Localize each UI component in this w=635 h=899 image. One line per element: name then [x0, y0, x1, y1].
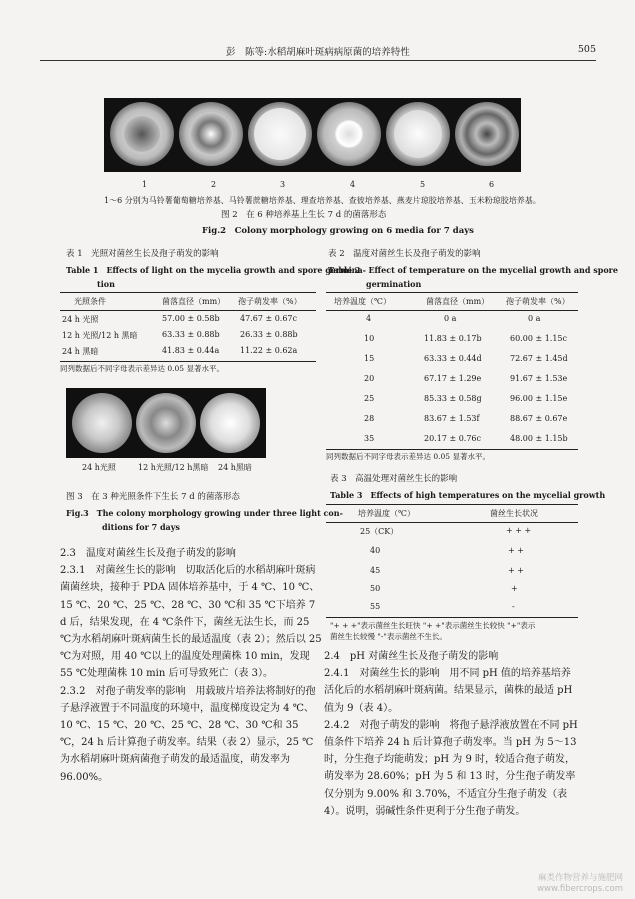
figure-2-image [104, 98, 521, 172]
figure-3-title-cn: 图 3 在 3 种光照条件下生长 7 d 的菌落形态 [66, 492, 240, 502]
plate-label: 5 [420, 180, 426, 189]
table-1-cell: 24 h 黑暗 [62, 347, 99, 356]
plate-3 [248, 102, 312, 166]
section-2-3-heading: 2.3 温度对菌丝生长及孢子萌发的影响 [60, 548, 236, 559]
plate-dark-24h [200, 393, 260, 453]
table-3-mid-rule [326, 522, 578, 523]
table-2-cell: 20.17 ± 0.76c [424, 434, 481, 443]
table-1-cell: 47.67 ± 0.67c [240, 314, 297, 323]
plate-light-24h [72, 393, 132, 453]
plate-label: 1 [142, 180, 148, 189]
plate-2 [179, 102, 243, 166]
table-3-cell: + + [508, 546, 524, 555]
table-3-bottom-rule [326, 617, 578, 618]
table-1-cell: 41.83 ± 0.44a [162, 346, 220, 355]
table-3-cell: 40 [370, 546, 381, 555]
section-2-4-heading: 2.4 pH 对菌丝生长及孢子萌发的影响 [324, 651, 499, 662]
table-2-cell: 91.67 ± 1.53e [510, 374, 568, 383]
right-column-text [324, 648, 580, 820]
table-3-cell: 25（CK） [360, 527, 399, 536]
table-2-cell: 72.67 ± 1.45d [510, 354, 568, 363]
table-2-cell: 4 [366, 314, 372, 323]
figure-2-title-en: Fig.2 Colony morphology growing on 6 media for 7 days [202, 226, 474, 236]
plate-label: 6 [489, 180, 495, 189]
table-2-bottom-rule [326, 449, 578, 450]
fig-3-label: 24 h光照 [82, 463, 116, 472]
figure-3-title-en-cont: ditions for 7 days [102, 522, 180, 532]
paragraph-2-3-2: 2.3.2 对孢子萌发率的影响 用载玻片培养法将制好的孢子悬浮液置于不同温度的环境中，温度梯度设定为 4 ℃、10 ℃、15 ℃、20 ℃、25 ℃、28 ℃、30 ℃和 35 ℃，24 h 后计算孢子萌发率。结果（表 2）显示，25 ℃为水稻胡麻叶斑病菌孢子萌发的最适温度，萌发率为 96.00%。 [60, 685, 316, 783]
table-1-header: 孢子萌发率（%） [238, 297, 302, 306]
table-2-cell: 0 a [528, 314, 541, 323]
plate-label: 3 [280, 180, 286, 189]
table-2-top-rule [326, 292, 578, 293]
paragraph-2-4-1: 2.4.1 对菌丝生长的影响 用不同 pH 值的培养基培养活化后的水稻胡麻叶斑病菌。结果显示，菌株的最适 pH 值为 9（表 4）。 [324, 668, 573, 714]
table-3-cell: 50 [370, 584, 381, 593]
table-3-cell: - [512, 602, 515, 611]
table-1-mid-rule [60, 310, 316, 311]
plate-4 [317, 102, 381, 166]
fig-3-label: 12 h光照/12 h黑暗 [138, 463, 209, 472]
table-2-header: 孢子萌发率（%） [506, 297, 570, 306]
table-1-title-en: Table 1 Effects of light on the mycelia growth and spore germina- [66, 265, 366, 275]
table-2-cell: 67.17 ± 1.29e [424, 374, 482, 383]
paragraph-2-3-1: 2.3.1 对菌丝生长的影响 切取活化后的水稻胡麻叶斑病菌菌丝块，接种于 PDA 固体培养基中，于 4 ℃、10 ℃、15 ℃、20 ℃、25 ℃、28 ℃、30 ℃和 35 ℃下培养 7 d 后，结果发现，在 4 ℃条件下，菌丝无法生长，而 25 ℃为水稻胡麻叶斑病菌生长的最适温度（表 2）；然后以 25 ℃为对照，用 40 ℃以上的温度处理菌株 10 min，发现 55 ℃处理菌株 10 min 后可导致死亡（表 3）。 [60, 565, 322, 680]
table-1-cell: 57.00 ± 0.58b [162, 314, 220, 323]
table-1-header: 光照条件 [74, 297, 106, 306]
table-1-cell: 63.33 ± 0.88b [162, 330, 220, 339]
table-2-cell: 25 [364, 394, 375, 403]
running-title: 彭 陈等:水稻胡麻叶斑病病原菌的培养特性 [226, 47, 410, 58]
table-3-cell: 45 [370, 566, 381, 575]
paragraph-2-4-2: 2.4.2 对孢子萌发的影响 将孢子悬浮液放置在不同 pH 值条件下培养 24 h 后计算孢子萌发率。当 pH 为 5～13 时，分生孢子均能萌发；pH 为 9 时，较适合孢子萌发，萌发率为 28.60%；pH 为 5 和 13 时，分生孢子萌发率仅分别为 9.00% 和 3.70%，不适宜分生孢子萌发（表 4）。说明，弱碱性条件更利于分生孢子萌发。 [324, 719, 578, 817]
table-1-header: 菌落直径（mm） [162, 297, 226, 306]
page-header [40, 44, 596, 60]
table-3-top-rule [326, 504, 578, 505]
table-1-top-rule [60, 292, 316, 293]
header-rule [40, 60, 596, 61]
plate-1 [110, 102, 174, 166]
table-2-cell: 88.67 ± 0.67e [510, 414, 568, 423]
table-1-title-cn: 表 1 光照对菌丝生长及孢子萌发的影响 [66, 249, 219, 259]
table-1-cell: 12 h 光照/12 h 黑暗 [62, 331, 138, 340]
table-2-cell: 85.33 ± 0.58g [424, 394, 482, 403]
table-2-cell: 48.00 ± 1.15b [510, 434, 568, 443]
table-2-cell: 20 [364, 374, 375, 383]
table-2-cell: 63.33 ± 0.44d [424, 354, 482, 363]
table-1-title-en-cont: tion [97, 279, 115, 289]
table-1-note: 同列数据后不同字母表示差异达 0.05 显著水平。 [60, 364, 224, 373]
table-2-cell: 96.00 ± 1.15e [510, 394, 568, 403]
table-3-cell: + [511, 584, 518, 593]
table-3-cell: + + [508, 566, 524, 575]
table-1-cell: 26.33 ± 0.88b [240, 330, 298, 339]
table-2-mid-rule [326, 310, 578, 311]
plate-6 [455, 102, 519, 166]
table-1-cell: 24 h 光照 [62, 315, 99, 324]
plate-light-12h [136, 393, 196, 453]
table-2-cell: 10 [364, 334, 375, 343]
plate-label: 2 [211, 180, 217, 189]
left-column-text [60, 545, 322, 786]
page-number: 505 [577, 44, 596, 55]
watermark-line-1: 麻类作物营养与施肥网 [537, 873, 623, 883]
fig-3-label: 24 h黑暗 [218, 463, 252, 472]
table-2-note: 同列数据后不同字母表示差异达 0.05 显著水平。 [326, 452, 490, 461]
table-3-cell: 55 [370, 602, 381, 611]
plate-label: 4 [350, 180, 356, 189]
site-watermark [537, 873, 623, 895]
table-2-cell: 35 [364, 434, 375, 443]
plate-5 [386, 102, 450, 166]
figure-2-legend: 1～6 分别为马铃薯葡萄糖培养基、马铃薯蔗糖培养基、理查培养基、查彼培养基、燕麦片琼胶培养基、玉米粉琼胶培养基。 [104, 196, 541, 205]
table-3-note-cont: 菌丝生长较慢 "-"表示菌丝不生长。 [330, 632, 447, 641]
table-3-cell: + + + [506, 526, 532, 535]
table-2-header: 培养温度（℃） [334, 297, 391, 306]
table-2-cell: 28 [364, 414, 375, 423]
table-2-cell: 60.00 ± 1.15c [510, 334, 567, 343]
table-2-title-en-cont: germination [366, 279, 422, 289]
figure-3-title-en: Fig.3 The colony morphology growing under three light con- [66, 508, 343, 518]
table-2-cell: 11.83 ± 0.17b [424, 334, 482, 343]
table-1-cell: 11.22 ± 0.62a [240, 346, 298, 355]
table-3-header: 培养温度（℃） [358, 509, 415, 518]
table-3-header: 菌丝生长状况 [490, 509, 538, 518]
figure-2-title-cn: 图 2 在 6 种培养基上生长 7 d 的菌落形态 [221, 210, 387, 220]
table-2-cell: 0 a [444, 314, 457, 323]
table-2-title-en: Table 2 Effect of temperature on the mycelial growth and spore [328, 265, 618, 275]
figure-3-image [66, 388, 266, 458]
watermark-line-2: www.fibercrops.com [537, 884, 623, 894]
table-3-title-en: Table 3 Effects of high temperatures on the mycelial growth [330, 490, 606, 500]
table-2-title-cn: 表 2 温度对菌丝生长及孢子萌发的影响 [328, 249, 481, 259]
table-2-cell: 83.67 ± 1.53f [424, 414, 480, 423]
table-1-bottom-rule [60, 361, 316, 362]
table-3-title-cn: 表 3 高温处理对菌丝生长的影响 [330, 474, 458, 484]
table-2-cell: 15 [364, 354, 375, 363]
table-2-header: 菌落直径（mm） [426, 297, 490, 306]
table-3-note: "+ + +"表示菌丝生长旺快 "+ +"表示菌丝生长较快 "+"表示 [330, 621, 536, 630]
